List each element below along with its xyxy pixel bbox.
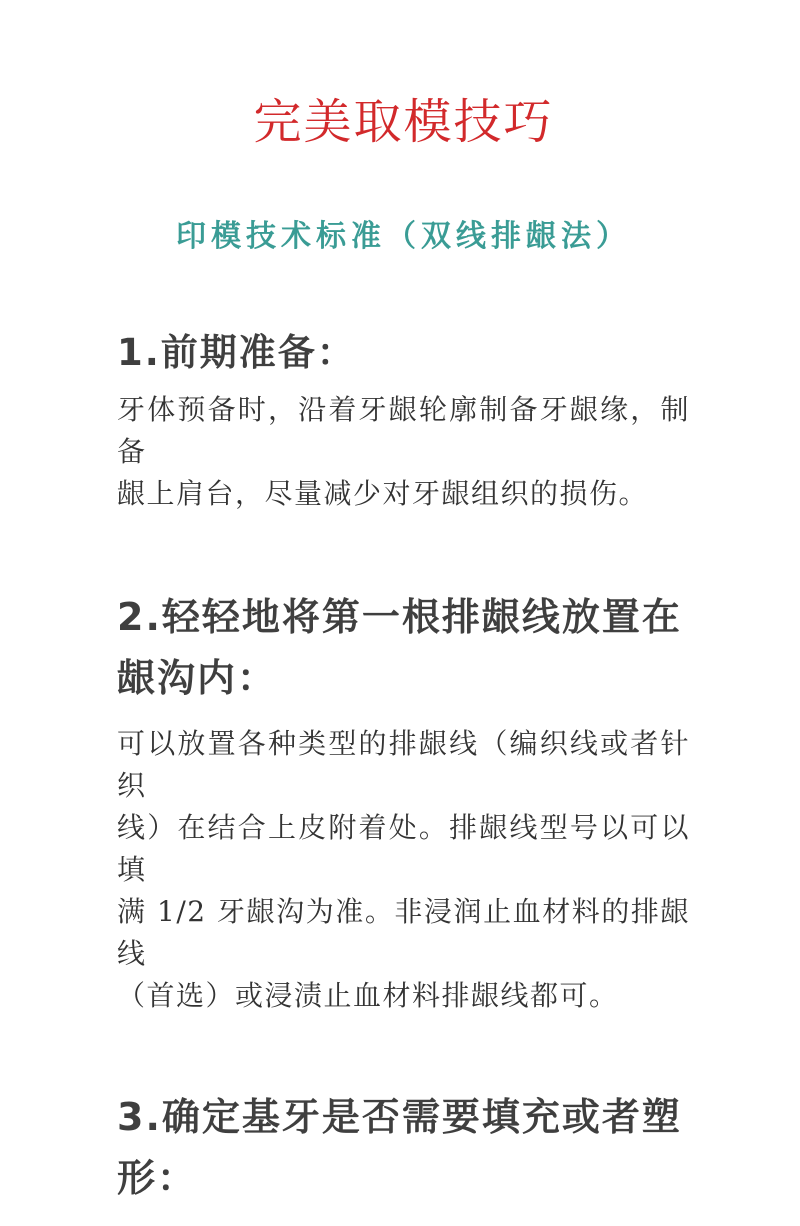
paragraph-line: 牙体预备时，沿着牙龈轮廓制备牙龈缘，制备 [117, 393, 690, 469]
section-2-heading-line: 龈沟内： [117, 656, 278, 701]
section-2-heading [117, 587, 690, 709]
section-preparation [117, 331, 690, 515]
section-3-heading [117, 1087, 690, 1209]
section-2-body [117, 723, 690, 1017]
paragraph-line: （首选）或浸渍止血材料排龈线都可。 [117, 979, 619, 1013]
paragraph-line: 满 1/2 牙龈沟为准。非浸润止血材料的排龈线 [117, 895, 690, 971]
section-1-heading [117, 331, 690, 375]
paragraph-line: 龈上肩台，尽量减少对牙龈组织的损伤。 [117, 477, 649, 511]
document-title: 完美取模技巧 [253, 94, 554, 150]
paragraph-line: 线）在结合上皮附着处。排龈线型号以可以填 [117, 811, 690, 887]
section-2-heading-line: 2.轻轻地将第一根排龈线放置在 [117, 595, 682, 640]
document-subtitle: 印模技术标准（双线排龈法） [176, 219, 631, 255]
paragraph-line: 可以放置各种类型的排龈线（编织线或者针织 [117, 727, 690, 803]
section-abutment-filling [117, 1087, 690, 1209]
section-3-heading-line: 形： [117, 1156, 198, 1201]
section-1-body [117, 389, 690, 515]
document-page [0, 95, 800, 1209]
section-first-cord-placement [117, 587, 690, 1017]
section-3-heading-line: 3.确定基牙是否需要填充或者塑 [117, 1095, 682, 1140]
section-1-heading-line: 1.前期准备： [117, 331, 356, 375]
